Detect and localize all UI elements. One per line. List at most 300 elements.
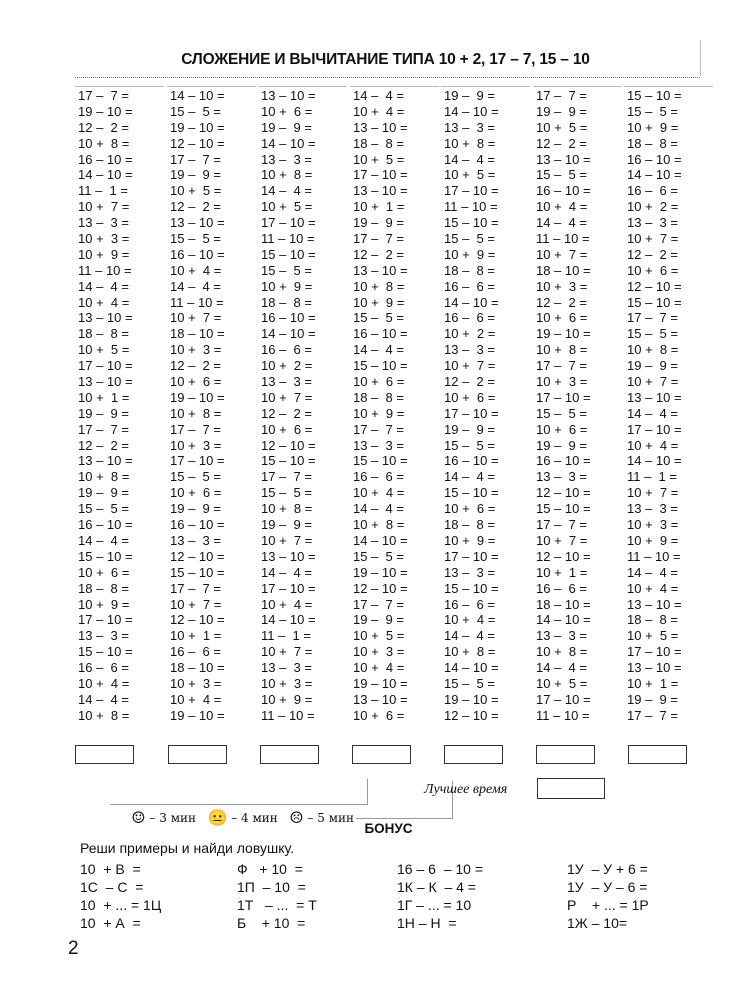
exercise: 15 – 5 =: [170, 103, 221, 119]
exercise: 16 – 6 =: [444, 278, 495, 294]
exercise: 12 – 10 =: [627, 278, 682, 294]
exercise: 13 – 10 =: [353, 691, 408, 707]
exercise: 18 – 10 =: [170, 326, 225, 342]
time-legend: [110, 779, 368, 827]
exercise: 13 – 3 =: [444, 342, 495, 358]
exercise: 19 – 9 =: [261, 119, 312, 135]
exercise: 13 – 10 =: [78, 374, 133, 390]
exercise: 12 – 2 =: [536, 135, 587, 151]
smiley-happy-icon: ☺: [131, 808, 146, 827]
exercise: 10 + 8 =: [170, 405, 222, 421]
exercise: 12 – 2 =: [170, 199, 221, 215]
exercise: 16 – 10 =: [444, 453, 499, 469]
exercise: 12 – 10 =: [170, 135, 225, 151]
exercise: 10 + 2 =: [627, 199, 679, 215]
exercise: 13 – 10 =: [627, 389, 682, 405]
exercise: 19 – 9 =: [78, 485, 129, 501]
answer-box[interactable]: [536, 745, 595, 764]
exercise: 12 – 2 =: [78, 119, 129, 135]
exercise: 10 + 8 =: [353, 517, 405, 533]
exercise: 18 – 8 =: [78, 580, 129, 596]
exercise: 17 – 10 =: [353, 167, 408, 183]
exercise: 10 + 7 =: [170, 596, 222, 612]
answer-box[interactable]: [444, 745, 503, 764]
bonus-exercise: 1У – У – 6 =: [567, 879, 648, 895]
exercise: 13 – 3 =: [536, 628, 587, 644]
exercise: 14 – 4 =: [353, 88, 404, 103]
exercise: 17 – 7 =: [170, 421, 221, 437]
exercise: 10 + 7 =: [627, 231, 679, 247]
divider-vertical: [700, 40, 701, 76]
exercise: 13 – 3 =: [78, 628, 129, 644]
exercise: 19 – 10 =: [353, 564, 408, 580]
exercise: 17 – 7 =: [353, 596, 404, 612]
exercise: 19 – 9 =: [261, 517, 312, 533]
exercise: 10 + 7 =: [170, 310, 222, 326]
exercise: 14 – 4 =: [261, 564, 312, 580]
exercise: 14 – 4 =: [78, 532, 129, 548]
exercise: 15 – 10 =: [78, 644, 133, 660]
exercise: 17 – 7 =: [353, 421, 404, 437]
exercise: 19 – 9 =: [78, 405, 129, 421]
exercise: 19 – 9 =: [444, 88, 495, 103]
exercise: 15 – 5 =: [627, 326, 678, 342]
exercise-column: [533, 86, 622, 724]
exercise: 16 – 10 =: [78, 517, 133, 533]
exercise: 14 – 4 =: [353, 342, 404, 358]
exercise: 10 + 6 =: [536, 421, 588, 437]
bonus-exercise: Р + ... = 1Р: [567, 897, 649, 913]
exercise: 10 + 9 =: [444, 532, 496, 548]
exercise: 10 + 3 =: [627, 517, 679, 533]
exercise: 10 + 8 =: [78, 707, 130, 723]
exercise: 15 – 10 =: [444, 215, 499, 231]
exercise: 10 + 3 =: [170, 675, 222, 691]
exercise: 19 – 9 =: [627, 691, 678, 707]
bonus-exercise: 1Ж – 10=: [567, 915, 628, 931]
answer-box[interactable]: [260, 745, 319, 764]
exercise: 13 – 10 =: [78, 310, 133, 326]
exercise: 10 + 5 =: [170, 183, 222, 199]
exercise: 19 – 10 =: [536, 326, 591, 342]
exercise: 16 – 6 =: [170, 644, 221, 660]
exercise: 15 – 10 =: [261, 453, 316, 469]
exercise: 15 – 5 =: [444, 231, 495, 247]
exercise: 11 – 10 =: [78, 262, 132, 278]
exercise: 10 + 5 =: [261, 199, 313, 215]
bonus-exercise: 1Т – ... = Т: [237, 897, 317, 913]
exercise: 15 – 5 =: [261, 485, 312, 501]
exercise: 15 – 10 =: [353, 358, 408, 374]
exercise: 14 – 4 =: [444, 628, 495, 644]
exercise: 14 – 4 =: [627, 405, 678, 421]
exercise: 10 + 8 =: [627, 342, 679, 358]
bonus-exercise: Б + 10 =: [237, 915, 306, 931]
exercise: 12 – 10 =: [353, 580, 408, 596]
exercise: 10 + 1 =: [627, 675, 679, 691]
smiley-sad-icon: ☹: [289, 808, 304, 827]
exercise: 10 + 1 =: [536, 564, 588, 580]
exercise: 15 – 5 =: [353, 548, 404, 564]
exercise: 17 – 10 =: [444, 183, 499, 199]
exercise: 16 – 6 =: [78, 660, 129, 676]
exercise: 10 + 4 =: [170, 691, 222, 707]
exercise: 18 – 8 =: [627, 612, 678, 628]
exercise: 13 – 10 =: [261, 548, 316, 564]
exercise: 13 – 3 =: [353, 437, 404, 453]
exercise: 10 + 8 =: [536, 644, 588, 660]
exercise: 10 + 5 =: [78, 342, 130, 358]
bonus-exercise: 16 – 6 – 10 =: [397, 861, 484, 877]
exercise: 17 – 7 =: [261, 469, 312, 485]
exercise: 10 + 2 =: [261, 358, 313, 374]
exercise: 11 – 1 =: [627, 469, 677, 485]
exercise: 16 – 10 =: [627, 151, 682, 167]
exercise: 10 + 3 =: [261, 675, 313, 691]
exercise: 13 – 10 =: [627, 660, 682, 676]
bonus-exercise: 10 + А =: [80, 915, 141, 931]
exercise: 19 – 9 =: [536, 103, 587, 119]
exercise: 10 + 8 =: [78, 135, 130, 151]
bonus-exercise: 10 + В =: [80, 861, 141, 877]
exercise: 10 + 9 =: [353, 294, 405, 310]
exercise: 17 – 10 =: [78, 612, 133, 628]
exercise: 10 + 6 =: [261, 103, 313, 119]
exercise: 13 – 3 =: [627, 215, 678, 231]
exercise: 14 – 4 =: [627, 564, 678, 580]
exercise: 12 – 10 =: [444, 707, 499, 723]
exercise: 14 – 10 =: [261, 135, 316, 151]
exercise: 10 + 8 =: [536, 342, 588, 358]
exercise: 15 – 10 =: [627, 88, 682, 103]
exercise: 15 – 5 =: [170, 469, 221, 485]
exercise: 10 + 8 =: [261, 501, 313, 517]
exercise: 17 – 7 =: [627, 707, 678, 723]
exercise: 10 + 6 =: [170, 485, 222, 501]
exercise: 10 + 9 =: [261, 691, 313, 707]
exercise: 15 – 10 =: [353, 453, 408, 469]
exercise: 10 + 5 =: [536, 119, 588, 135]
exercise: 10 + 7 =: [444, 358, 496, 374]
page-title: СЛОЖЕНИЕ И ВЫЧИТАНИЕ ТИПА 10 + 2, 17 – 7, 15 – 10: [181, 51, 590, 68]
exercise: 19 – 9 =: [170, 167, 221, 183]
exercise: 15 – 5 =: [444, 675, 495, 691]
exercise: 10 + 6 =: [78, 564, 130, 580]
exercise: 19 – 10 =: [444, 691, 499, 707]
exercise: 13 – 10 =: [627, 596, 682, 612]
exercise: 10 + 4 =: [353, 485, 405, 501]
exercise: 10 + 3 =: [78, 231, 130, 247]
exercise: 13 – 10 =: [170, 215, 225, 231]
exercise: 10 + 6 =: [444, 389, 496, 405]
exercise: 13 – 3 =: [170, 532, 221, 548]
bonus-exercise: 10 + ... = 1Ц: [80, 897, 162, 913]
exercise: 18 – 10 =: [170, 660, 225, 676]
exercise: 10 + 4 =: [353, 660, 405, 676]
exercise: 18 – 10 =: [536, 596, 591, 612]
exercise: 10 + 4 =: [627, 580, 679, 596]
best-time-label: Лучшее время: [424, 782, 508, 797]
exercise: 16 – 6 =: [444, 310, 495, 326]
exercise: 14 – 10 =: [444, 294, 499, 310]
bonus-exercise: 1П – 10 =: [237, 879, 306, 895]
exercise: 12 – 2 =: [170, 358, 221, 374]
exercise: 13 – 10 =: [261, 88, 316, 103]
exercise: 10 + 8 =: [444, 644, 496, 660]
legend-item-text: – 3 мин: [145, 811, 208, 825]
exercise: 16 – 6 =: [536, 580, 587, 596]
exercise-column: [624, 86, 713, 724]
exercise: 14 – 10 =: [627, 167, 682, 183]
exercise: 14 – 10 =: [170, 88, 225, 103]
exercise: 10 + 4 =: [536, 199, 588, 215]
exercise: 17 – 7 =: [536, 88, 587, 103]
best-time-box[interactable]: [537, 778, 605, 799]
exercise: 13 – 10 =: [78, 453, 133, 469]
exercise-column: [258, 86, 347, 724]
exercise: 12 – 10 =: [170, 548, 225, 564]
legend-item-text: – 4 мин: [227, 811, 290, 825]
exercise: 14 – 10 =: [444, 103, 499, 119]
exercise: 10 + 8 =: [261, 167, 313, 183]
exercise: 10 + 1 =: [353, 199, 405, 215]
exercise: 12 – 10 =: [536, 485, 591, 501]
exercise: 17 – 10 =: [536, 691, 591, 707]
exercise: 10 + 7 =: [536, 246, 588, 262]
exercise: 16 – 6 =: [353, 469, 404, 485]
exercise: 12 – 2 =: [536, 294, 587, 310]
exercise: 13 – 3 =: [627, 501, 678, 517]
exercise: 17 – 10 =: [444, 548, 499, 564]
bonus-exercise: 1У – У + 6 =: [567, 861, 648, 877]
exercise: 10 + 6 =: [353, 374, 405, 390]
exercise: 19 – 9 =: [353, 215, 404, 231]
exercise: 19 – 9 =: [353, 612, 404, 628]
exercise-column: [167, 86, 256, 724]
exercise: 16 – 6 =: [261, 342, 312, 358]
dotted-divider: [75, 77, 700, 78]
exercise: 10 + 9 =: [444, 246, 496, 262]
exercise: 14 – 4 =: [444, 469, 495, 485]
exercise: 10 + 7 =: [78, 199, 130, 215]
exercise: 15 – 5 =: [444, 437, 495, 453]
exercise: 10 + 4 =: [353, 103, 405, 119]
exercise: 16 – 10 =: [536, 183, 591, 199]
exercise: 10 + 5 =: [444, 167, 496, 183]
exercise: 13 – 3 =: [536, 469, 587, 485]
bonus-exercise: 1С – С =: [80, 879, 144, 895]
exercise: 18 – 8 =: [353, 135, 404, 151]
exercise: 10 + 6 =: [627, 262, 679, 278]
exercise: 15 – 10 =: [444, 580, 499, 596]
exercise: 16 – 6 =: [444, 596, 495, 612]
exercise: 10 + 5 =: [536, 675, 588, 691]
exercise: 10 + 9 =: [261, 278, 313, 294]
exercise: 10 + 3 =: [170, 342, 222, 358]
exercise: 18 – 8 =: [78, 326, 129, 342]
exercise: 15 – 10 =: [536, 501, 591, 517]
exercise: 10 + 1 =: [170, 628, 222, 644]
exercise: 15 – 5 =: [261, 262, 312, 278]
exercise: 17 – 10 =: [261, 215, 316, 231]
exercise: 15 – 5 =: [627, 103, 678, 119]
bonus-instruction: Реши примеры и найди ловушку.: [80, 840, 294, 856]
exercise: 16 – 10 =: [353, 326, 408, 342]
exercise: 14 – 4 =: [170, 278, 221, 294]
exercise: 10 + 4 =: [627, 437, 679, 453]
exercise: 17 – 7 =: [536, 517, 587, 533]
bonus-column: [397, 860, 483, 932]
exercise: 17 – 10 =: [261, 580, 316, 596]
exercise: 14 – 4 =: [353, 501, 404, 517]
answer-box[interactable]: [628, 745, 687, 764]
exercise: 11 – 10 =: [261, 707, 315, 723]
exercise-column: [350, 86, 439, 724]
exercise: 19 – 10 =: [170, 119, 225, 135]
bonus-column: [237, 860, 317, 932]
exercise: 15 – 10 =: [261, 246, 316, 262]
bonus-column: [567, 860, 649, 932]
exercise: 15 – 10 =: [170, 564, 225, 580]
exercise: 17 – 7 =: [78, 88, 129, 103]
exercise: 10 + 8 =: [444, 135, 496, 151]
exercise-column: [441, 86, 530, 724]
exercise: 12 – 2 =: [627, 246, 678, 262]
exercise: 18 – 8 =: [444, 517, 495, 533]
exercise: 19 – 9 =: [627, 358, 678, 374]
exercise: 10 + 6 =: [170, 374, 222, 390]
exercise: 10 + 9 =: [353, 405, 405, 421]
exercise: 17 – 7 =: [170, 151, 221, 167]
exercise: 17 – 10 =: [627, 644, 682, 660]
exercise: 17 – 10 =: [444, 405, 499, 421]
page-number: 2: [68, 938, 79, 959]
exercise: 18 – 8 =: [627, 135, 678, 151]
exercise: 10 + 3 =: [170, 437, 222, 453]
exercise: 14 – 4 =: [261, 183, 312, 199]
exercise: 10 + 6 =: [353, 707, 405, 723]
bonus-exercise: Ф + 10 =: [237, 861, 303, 877]
exercise: 10 + 6 =: [536, 310, 588, 326]
exercise: 12 – 10 =: [261, 437, 316, 453]
exercise: 14 – 10 =: [536, 612, 591, 628]
answer-box[interactable]: [352, 745, 411, 764]
smiley-neutral-icon: 😐: [207, 808, 228, 827]
answer-box[interactable]: [168, 745, 227, 764]
exercise: 14 – 4 =: [78, 691, 129, 707]
exercise: 11 – 1 =: [78, 183, 128, 199]
exercise: 10 + 4 =: [444, 612, 496, 628]
exercise: 10 + 7 =: [627, 374, 679, 390]
exercise: 10 + 2 =: [444, 326, 496, 342]
exercise: 13 – 3 =: [444, 119, 495, 135]
exercise: 10 + 4 =: [261, 596, 313, 612]
exercise: 11 – 10 =: [536, 231, 590, 247]
exercise: 14 – 4 =: [78, 278, 129, 294]
exercise: 13 – 3 =: [261, 374, 312, 390]
exercise: 16 – 10 =: [261, 310, 316, 326]
exercise: 13 – 3 =: [261, 660, 312, 676]
exercise: 16 – 10 =: [536, 453, 591, 469]
exercise: 11 – 10 =: [536, 707, 590, 723]
exercise: 13 – 3 =: [78, 215, 129, 231]
exercise: 18 – 8 =: [261, 294, 312, 310]
exercise: 13 – 3 =: [444, 564, 495, 580]
exercise: 14 – 10 =: [261, 612, 316, 628]
exercise: 10 + 3 =: [536, 374, 588, 390]
bonus-heading: БОНУС: [364, 821, 413, 836]
exercise: 13 – 3 =: [261, 151, 312, 167]
bonus-exercise: 1К – К – 4 =: [397, 879, 476, 895]
bonus-exercise: 1Н – Н =: [397, 915, 457, 931]
exercise: 10 + 7 =: [261, 532, 313, 548]
exercise: 17 – 7 =: [536, 358, 587, 374]
exercise: 10 + 5 =: [353, 628, 405, 644]
exercise: 12 – 2 =: [444, 374, 495, 390]
exercise: 18 – 10 =: [536, 262, 591, 278]
exercise: 10 + 7 =: [261, 389, 313, 405]
legend-item-text: – 5 мин: [303, 811, 355, 825]
exercise: 10 + 7 =: [261, 644, 313, 660]
answer-box[interactable]: [75, 745, 134, 764]
exercise: 10 + 8 =: [353, 278, 405, 294]
exercise: 19 – 9 =: [536, 437, 587, 453]
exercise: 14 – 4 =: [536, 215, 587, 231]
exercise: 10 + 9 =: [78, 246, 130, 262]
exercise: 14 – 10 =: [261, 326, 316, 342]
exercise: 12 – 2 =: [261, 405, 312, 421]
exercise: 14 – 10 =: [353, 532, 408, 548]
exercise: 17 – 10 =: [627, 421, 682, 437]
exercise: 14 – 10 =: [444, 660, 499, 676]
exercise-column: [75, 86, 164, 724]
exercise: 15 – 5 =: [536, 167, 587, 183]
exercise: 10 + 3 =: [536, 278, 588, 294]
exercise: 15 – 10 =: [78, 548, 133, 564]
exercise: 18 – 8 =: [444, 262, 495, 278]
exercise: 10 + 3 =: [353, 644, 405, 660]
exercise: 15 – 10 =: [444, 485, 499, 501]
exercise: 10 + 1 =: [78, 389, 130, 405]
exercise: 10 + 4 =: [78, 294, 130, 310]
exercise: 12 – 2 =: [78, 437, 129, 453]
exercise: 16 – 10 =: [170, 517, 225, 533]
exercise: 14 – 10 =: [627, 453, 682, 469]
exercise: 14 – 4 =: [536, 660, 587, 676]
exercise: 12 – 2 =: [353, 246, 404, 262]
bonus-column: [80, 860, 161, 932]
exercise: 15 – 5 =: [536, 405, 587, 421]
exercise: 15 – 5 =: [170, 231, 221, 247]
exercise: 10 + 8 =: [78, 469, 130, 485]
exercise: 10 + 9 =: [627, 532, 679, 548]
exercise: 15 – 5 =: [353, 310, 404, 326]
exercise: 17 – 7 =: [353, 231, 404, 247]
exercise: 18 – 8 =: [353, 389, 404, 405]
exercise: 10 + 9 =: [78, 596, 130, 612]
exercise: 10 + 7 =: [627, 485, 679, 501]
exercise: 11 – 10 =: [261, 231, 315, 247]
exercise: 19 – 10 =: [170, 389, 225, 405]
exercise: 17 – 10 =: [170, 453, 225, 469]
exercise: 13 – 10 =: [536, 151, 591, 167]
exercise: 13 – 10 =: [353, 262, 408, 278]
exercise: 13 – 10 =: [353, 119, 408, 135]
exercise: 15 – 10 =: [627, 294, 682, 310]
exercise: 19 – 9 =: [170, 501, 221, 517]
exercise: 14 – 10 =: [78, 167, 133, 183]
exercise: 11 – 10 =: [170, 294, 224, 310]
